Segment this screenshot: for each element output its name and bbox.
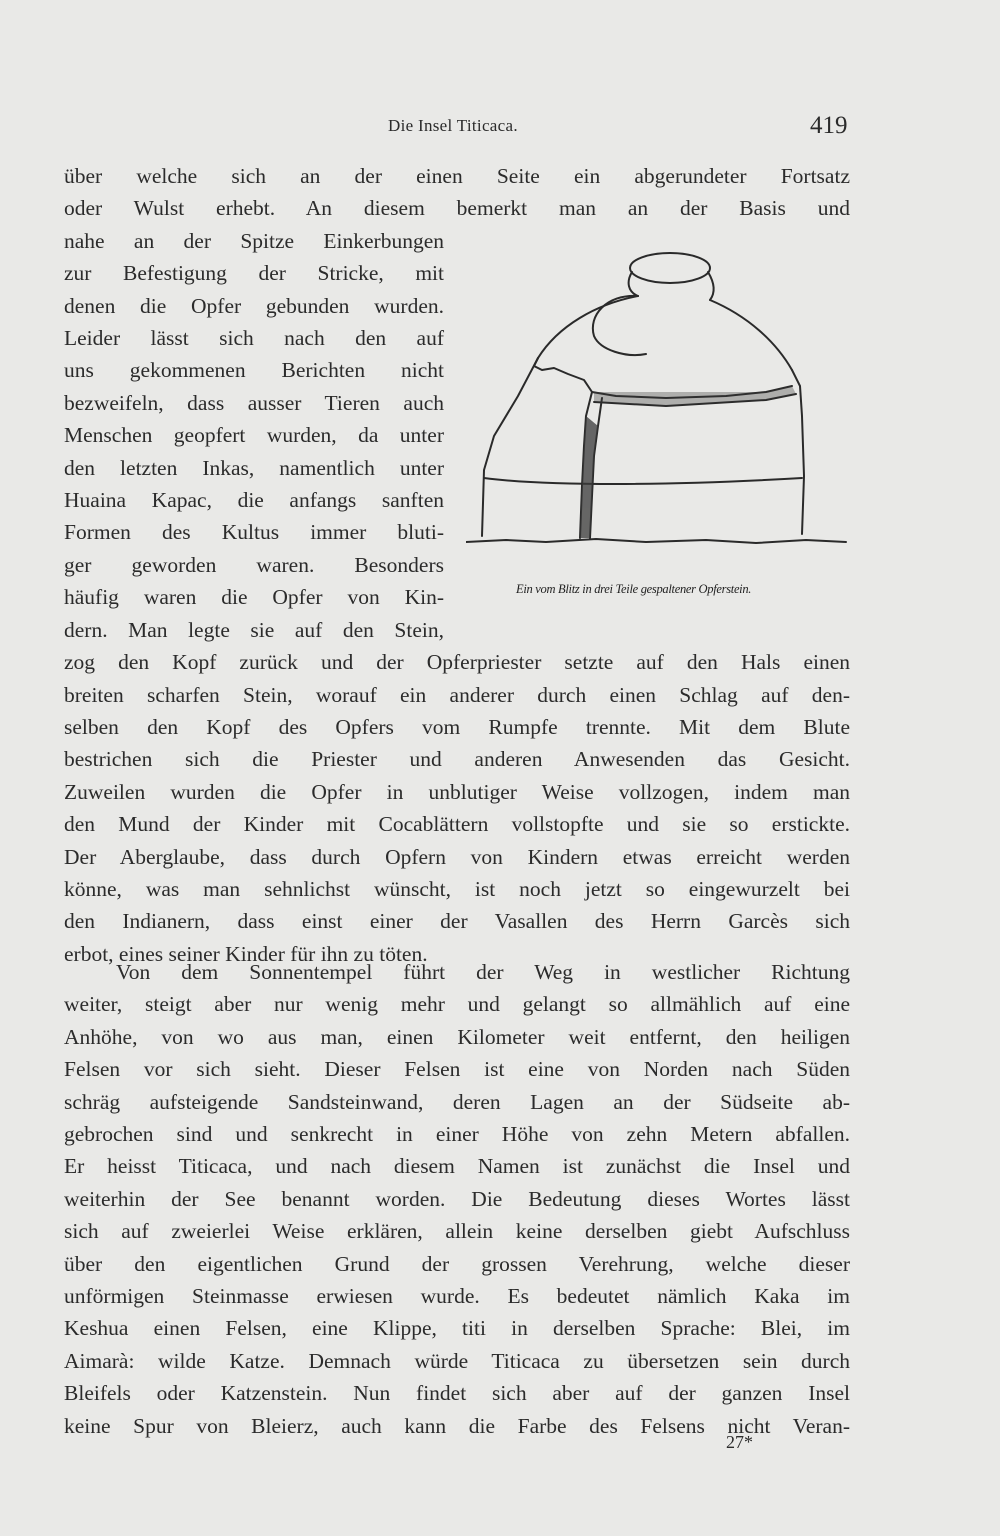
text-line: keine Spur von Bleierz, auch kann die Farbe des Felsens nicht Veran-: [64, 1413, 850, 1438]
text-line: Felsen vor sich sieht. Dieser Felsen ist eine von Norden nach Süden: [64, 1057, 850, 1082]
text-line: erbot, eines seiner Kinder für ihn zu töten.: [64, 941, 428, 966]
text-line: Menschen geopfert wurden, da unter: [64, 423, 444, 448]
text-line: Anhöhe, von wo aus man, einen Kilometer weit entfernt, den heiligen: [64, 1024, 850, 1049]
running-head: [0, 112, 1000, 142]
text-line: zur Befestigung der Stricke, mit: [64, 261, 444, 286]
text-line: nahe an der Spitze Einkerbungen: [64, 228, 444, 253]
text-line: Zuweilen wurden die Opfer in unblutiger Weise vollzogen, indem man: [64, 779, 850, 804]
running-title: Die Insel Titicaca.: [388, 116, 518, 135]
text-line: Von dem Sonnentempel führt der Weg in westlicher Richtung: [116, 960, 850, 984]
text-line: bestrichen sich die Priester und anderen Anwesenden das Gesicht.: [64, 747, 850, 772]
text-line: Huaina Kapac, die anfangs sanften: [64, 488, 444, 513]
text-line: über welche sich an der einen Seite ein abgerundeter Fortsatz: [64, 164, 850, 188]
text-line: weiterhin der See benannt worden. Die Bedeutung dieses Wortes lässt: [64, 1186, 850, 1211]
text-line: breiten scharfen Stein, worauf ein anderer durch einen Schlag auf den-: [64, 682, 850, 707]
figure-caption: Ein vom Blitz in drei Teile gespaltener Opferstein.: [516, 582, 752, 596]
text-line: uns gekommenen Berichten nicht: [64, 358, 444, 383]
text-line: unförmigen Steinmasse erwiesen wurde. Es bedeutet nämlich Kaka im: [64, 1284, 850, 1309]
text-line: den letzten Inkas, namentlich unter: [64, 455, 444, 480]
text-line: Aimarà: wilde Katze. Demnach würde Titicaca zu übersetzen sein durch: [64, 1348, 850, 1373]
text-line: häufig waren die Opfer von Kin-: [64, 585, 444, 610]
text-line: Der Aberglaube, dass durch Opfern von Kindern etwas erreicht werden: [64, 844, 850, 869]
signature-mark: 27*: [726, 1432, 753, 1452]
text-line: den Mund der Kinder mit Cocablättern vollstopfte und sie so erstickte.: [64, 812, 850, 837]
text-line: weiter, steigt aber nur wenig mehr und gelangt so allmählich auf eine: [64, 992, 850, 1017]
text-line: gebrochen sind und senkrecht in einer Höhe von zehn Metern abfallen.: [64, 1122, 850, 1147]
page-number: 419: [810, 112, 848, 139]
text-line: Bleifels oder Katzenstein. Nun findet sich aber auf der ganzen Insel: [64, 1381, 850, 1406]
text-line: Leider lässt sich nach den auf: [64, 326, 444, 351]
text-line: sich auf zweierlei Weise erklären, allein keine derselben giebt Aufschluss: [64, 1219, 850, 1244]
text-line: oder Wulst erhebt. An diesem bemerkt man an der Basis und: [64, 196, 850, 221]
figure-sacrificial-stone: [466, 246, 858, 616]
text-line: bezweifeln, dass ausser Tieren auch: [64, 390, 444, 415]
text-line: zog den Kopf zurück und der Opferpriester setzte auf den Hals einen: [64, 650, 850, 675]
text-line: selben den Kopf des Opfers vom Rumpfe trennte. Mit dem Blute: [64, 714, 850, 739]
text-line: dern. Man legte sie auf den Stein,: [64, 617, 444, 642]
text-line: Er heisst Titicaca, und nach diesem Namen ist zunächst die Insel und: [64, 1154, 850, 1179]
text-line: Formen des Kultus immer bluti-: [64, 520, 444, 545]
text-line: über den eigentlichen Grund der grossen Verehrung, welche dieser: [64, 1251, 850, 1276]
paragraph-2: [64, 956, 850, 1442]
text-line: Keshua einen Felsen, eine Klippe, titi in derselben Sprache: Blei, im: [64, 1316, 850, 1341]
sacrificial-stone-illustration: [466, 246, 858, 576]
text-line: ger geworden waren. Besonders: [64, 552, 444, 577]
text-line: schräg aufsteigende Sandsteinwand, deren Lagen an der Südseite ab-: [64, 1089, 850, 1114]
text-line: könne, was man sehnlichst wünscht, ist noch jetzt so eingewurzelt bei: [64, 876, 850, 901]
text-line: denen die Opfer gebunden wurden.: [64, 293, 444, 318]
text-line: den Indianern, dass einst einer der Vasallen des Herrn Garcès sich: [64, 909, 850, 934]
